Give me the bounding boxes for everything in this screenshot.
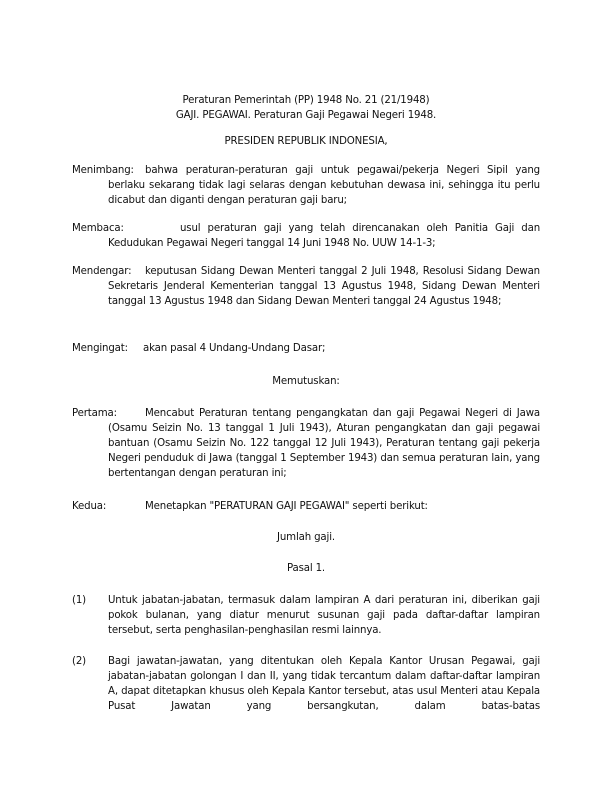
president-heading: PRESIDEN REPUBLIK INDONESIA, xyxy=(224,136,388,147)
article-heading: Pasal 1. xyxy=(286,563,326,574)
paragraph-label: Kedua: xyxy=(72,501,107,512)
mendengar-paragraph xyxy=(72,264,540,309)
paragraph-label: Mendengar: xyxy=(72,266,132,277)
pertama-paragraph xyxy=(72,406,540,481)
paragraph-label: Mengingat: xyxy=(72,343,128,354)
paragraph-label: Menimbang: xyxy=(72,165,134,176)
mengingat-paragraph xyxy=(72,341,540,356)
document-subtitle: GAJI. PEGAWAI. Peraturan Gaji Pegawai Negeri 1948. xyxy=(175,110,437,121)
clause-1 xyxy=(72,593,540,638)
paragraph-label: Membaca: xyxy=(72,223,124,234)
document-title: Peraturan Pemerintah (PP) 1948 No. 21 (21/1948) xyxy=(182,95,430,106)
paragraph-text: Mencabut Peraturan tentang pengangkatan dan gaji Pegawai Negeri di Jawa (Osamu Seizin No. 13 tanggal 1 Juli 1943), Aturan pengangkatan dan gaji pegawai bantuan (Osamu Seizin No. 122 tanggal 12 Juli 1943), Peraturan tentang gaji pekerja Negeri penduduk di Jawa (tanggal 1 September 1943) dan semua peraturan lain, yang bertentangan dengan peraturan ini; xyxy=(108,408,540,479)
clause-2 xyxy=(72,654,540,714)
clause-text: Bagi jawatan-jawatan, yang ditentukan oleh Kepala Kantor Urusan Pegawai, gaji jabatan-jabatan golongan I dan II, yang tidak tercantum dalam daftar-daftar lampiran A, dapat ditetapkan khusus oleh Kepala Kantor tersebut, atas usul Menteri atau Kepala Pusat Jawatan yang bersangkutan, dalam batas-batas xyxy=(108,656,540,712)
clause-number: (1) xyxy=(72,595,86,606)
paragraph-text: usul peraturan gaji yang telah direncanakan oleh Panitia Gaji dan Kedudukan Pegawai Negeri tanggal 14 Juni 1948 No. UUW 14-1-3; xyxy=(108,223,540,249)
menimbang-paragraph xyxy=(72,163,540,208)
paragraph-label: Pertama: xyxy=(72,408,117,419)
kedua-paragraph xyxy=(72,499,540,514)
decision-heading: Memutuskan: xyxy=(272,376,340,387)
section-heading: Jumlah gaji. xyxy=(277,532,335,543)
clause-number: (2) xyxy=(72,656,86,667)
paragraph-text: akan pasal 4 Undang-Undang Dasar; xyxy=(143,343,326,354)
clause-text: Untuk jabatan-jabatan, termasuk dalam lampiran A dari peraturan ini, diberikan gaji pokok bulanan, yang diatur menurut susunan gaji pada daftar-daftar lampiran tersebut, serta penghasilan-penghasilan resmi lainnya. xyxy=(108,595,540,636)
paragraph-text: bahwa peraturan-peraturan gaji untuk pegawai/pekerja Negeri Sipil yang berlaku sekarang tidak lagi selaras dengan kebutuhan dewasa ini, sehingga itu perlu dicabut dan diganti dengan peraturan gaji baru; xyxy=(108,165,540,206)
paragraph-text: Menetapkan "PERATURAN GAJI PEGAWAI" seperti berikut: xyxy=(145,501,428,512)
membaca-paragraph xyxy=(72,221,540,251)
paragraph-text: keputusan Sidang Dewan Menteri tanggal 2 Juli 1948, Resolusi Sidang Dewan Sekretaris Jenderal Kementerian tanggal 13 Agustus 1948, Sidang Dewan Menteri tanggal 13 Agustus 1948 dan Sidang Dewan Menteri tanggal 24 Agustus 1948; xyxy=(108,266,540,307)
